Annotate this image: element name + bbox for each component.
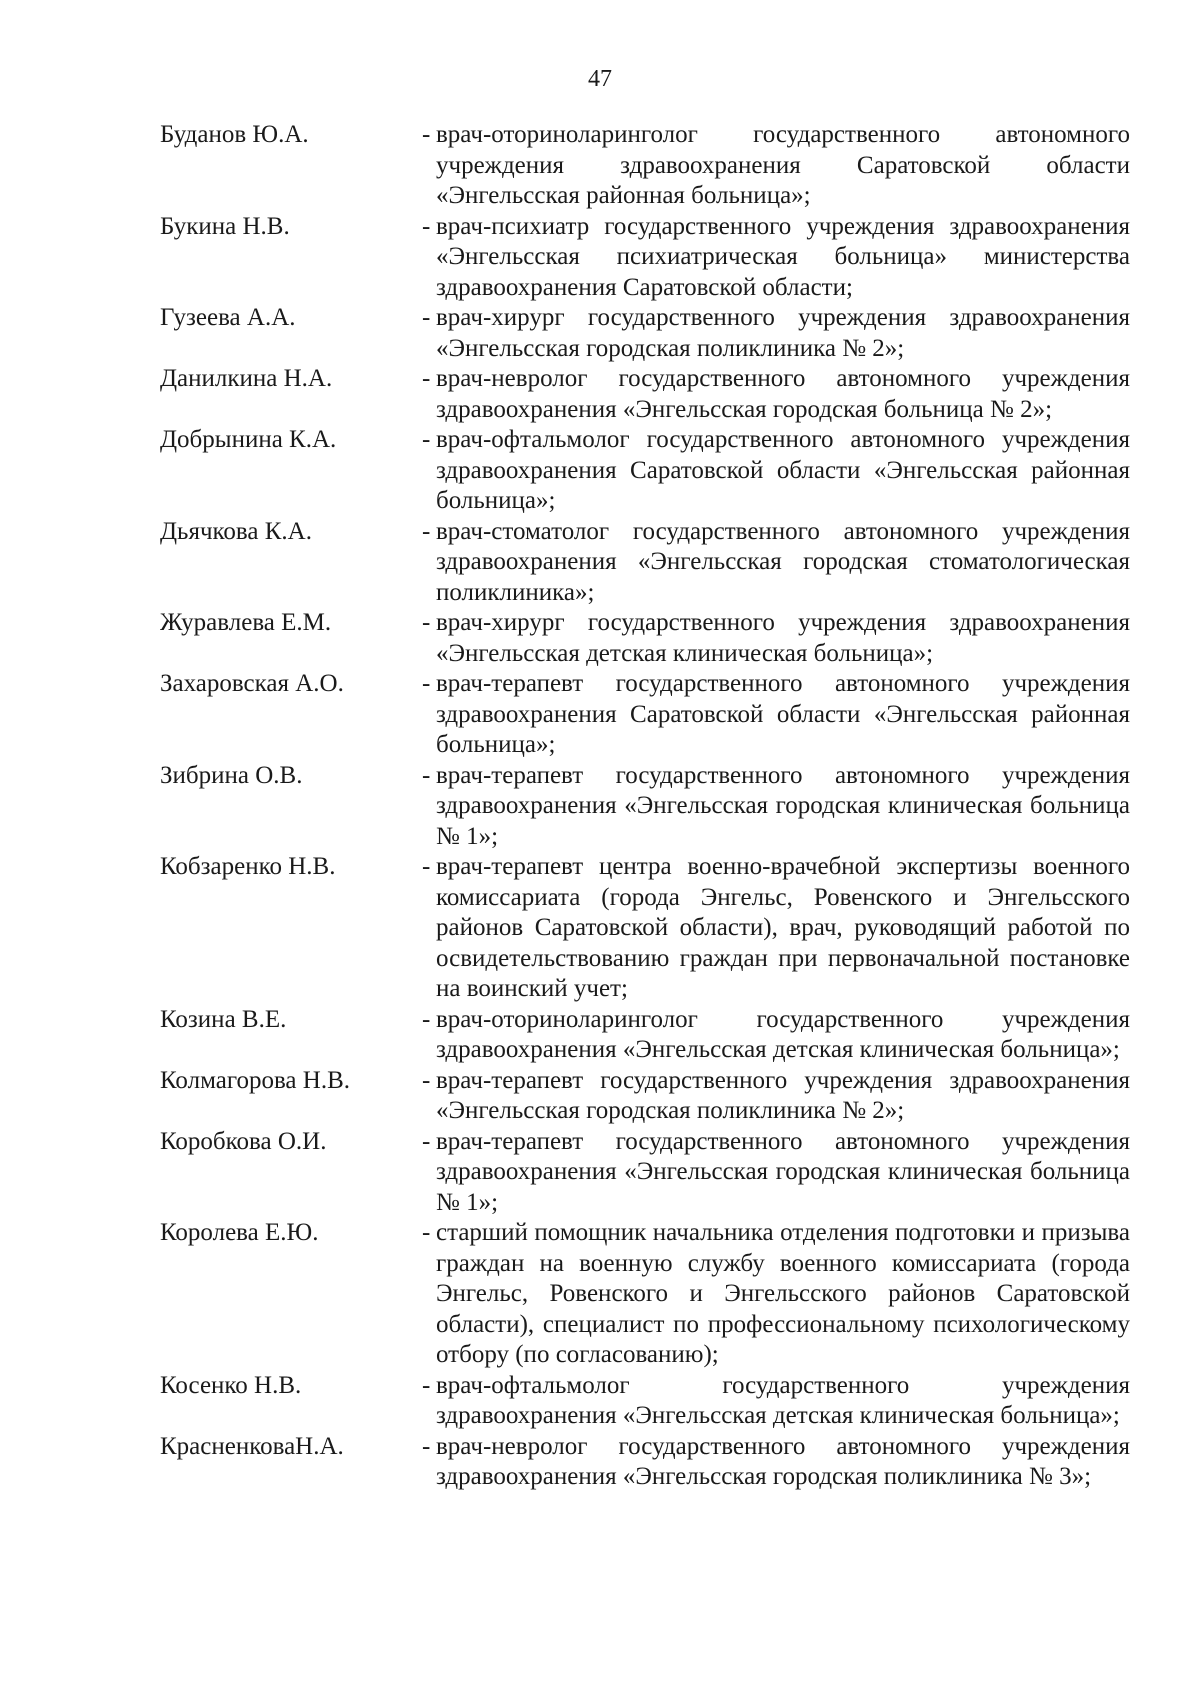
dash-separator: - [422, 670, 431, 697]
commission-member-list [160, 120, 1130, 1493]
member-entry [160, 1371, 1130, 1432]
member-position: врач-невролог государственного автономного учреждения здравоохранения «Энгельсская городская поликлиника № 3»; [436, 1432, 1130, 1490]
member-position: врач-стоматолог государственного автономного учреждения здравоохранения «Энгельсская городская стоматологическая поликлиника»; [436, 517, 1130, 606]
member-position: врач-терапевт центра военно-врачебной экспертизы военного комиссариата (города Энгельс, Ровенского и Энгельсского районов Саратовской области), врач, руководящий работой по освидетельствованию граждан при первоначальной постановке на воинский учет; [436, 853, 1130, 1002]
member-name: Буданов Ю.А. [160, 121, 309, 148]
member-position: врач-офтальмолог государственного учреждения здравоохранения «Энгельсская детская клиническая больница»; [436, 1371, 1130, 1429]
member-name: Букина Н.В. [160, 212, 290, 240]
member-position: старший помощник начальника отделения подготовки и призыва граждан на военную службу военного комиссариата (города Энгельс, Ровенского и Энгельсского районов Саратовской области), специалист по профессиональному психологическому отбору (по согласованию); [436, 1219, 1130, 1368]
dash-separator: - [422, 1371, 431, 1399]
member-position: врач-хирург государственного учреждения здравоохранения «Энгельсская городская поликлиника № 2»; [436, 304, 1130, 362]
member-entry [160, 1005, 1130, 1066]
member-position: врач-невролог государственного автономного учреждения здравоохранения «Энгельсская городская больница № 2»; [436, 365, 1130, 423]
member-name: Козина В.Е. [160, 1005, 287, 1033]
member-name: Королева Е.Ю. [160, 1219, 319, 1246]
member-entry [160, 608, 1130, 669]
member-entry [160, 1066, 1130, 1127]
dash-separator: - [422, 304, 431, 331]
member-entry [160, 1432, 1130, 1493]
member-name: Захаровская А.О. [160, 670, 344, 697]
member-position: врач-терапевт государственного автономного учреждения здравоохранения «Энгельсская городская клиническая больница № 1»; [436, 761, 1130, 850]
member-name: Данилкина Н.А. [160, 365, 333, 392]
member-entry [160, 364, 1130, 425]
member-entry [160, 425, 1130, 517]
member-position: врач-психиатр государственного учреждения здравоохранения «Энгельсская психиатрическая больница» министерства здравоохранения Саратовской области; [436, 212, 1130, 301]
member-entry [160, 120, 1130, 212]
dash-separator: - [422, 517, 431, 545]
member-name: Журавлева Е.М. [160, 609, 332, 636]
member-position: врач-оториноларинголог государственного автономного учреждения здравоохранения Саратовской области «Энгельсская районная больница»; [436, 121, 1130, 209]
dash-separator: - [422, 853, 431, 880]
dash-separator: - [422, 1432, 431, 1460]
member-position: врач-терапевт государственного учреждения здравоохранения «Энгельсская городская поликлиника № 2»; [436, 1066, 1130, 1124]
member-name: Коробкова О.И. [160, 1127, 327, 1155]
dash-separator: - [422, 1219, 431, 1246]
member-name: Дьячкова К.А. [160, 517, 312, 545]
member-entry [160, 852, 1130, 1005]
member-name: Гузеева А.А. [160, 304, 296, 331]
member-name: КрасненковаН.А. [160, 1432, 344, 1460]
member-position: врач-терапевт государственного автономного учреждения здравоохранения «Энгельсская городская клиническая больница № 1»; [436, 1127, 1130, 1216]
member-name: Зибрина О.В. [160, 761, 303, 789]
dash-separator: - [422, 609, 431, 636]
member-name: Косенко Н.В. [160, 1371, 302, 1399]
member-name: Кобзаренко Н.В. [160, 853, 336, 880]
member-entry [160, 1127, 1130, 1219]
member-entry [160, 761, 1130, 853]
member-name: Колмагорова Н.В. [160, 1066, 351, 1094]
page-number: 47 [588, 66, 612, 92]
member-position: врач-терапевт государственного автономного учреждения здравоохранения Саратовской области «Энгельсская районная больница»; [436, 670, 1130, 758]
dash-separator: - [422, 761, 431, 789]
member-name: Добрынина К.А. [160, 426, 337, 453]
member-position: врач-оториноларинголог государственного учреждения здравоохранения «Энгельсская детская клиническая больница»; [436, 1005, 1130, 1063]
member-entry [160, 1218, 1130, 1371]
member-position: врач-офтальмолог государственного автономного учреждения здравоохранения Саратовской области «Энгельсская районная больница»; [436, 426, 1130, 514]
dash-separator: - [422, 121, 431, 148]
dash-separator: - [422, 212, 431, 240]
dash-separator: - [422, 426, 431, 453]
member-entry [160, 669, 1130, 761]
dash-separator: - [422, 1005, 431, 1033]
member-entry [160, 303, 1130, 364]
member-entry [160, 212, 1130, 304]
dash-separator: - [422, 1127, 431, 1155]
member-entry [160, 517, 1130, 609]
dash-separator: - [422, 365, 431, 392]
member-position: врач-хирург государственного учреждения здравоохранения «Энгельсская детская клиническая больница»; [436, 609, 1130, 667]
dash-separator: - [422, 1066, 431, 1094]
